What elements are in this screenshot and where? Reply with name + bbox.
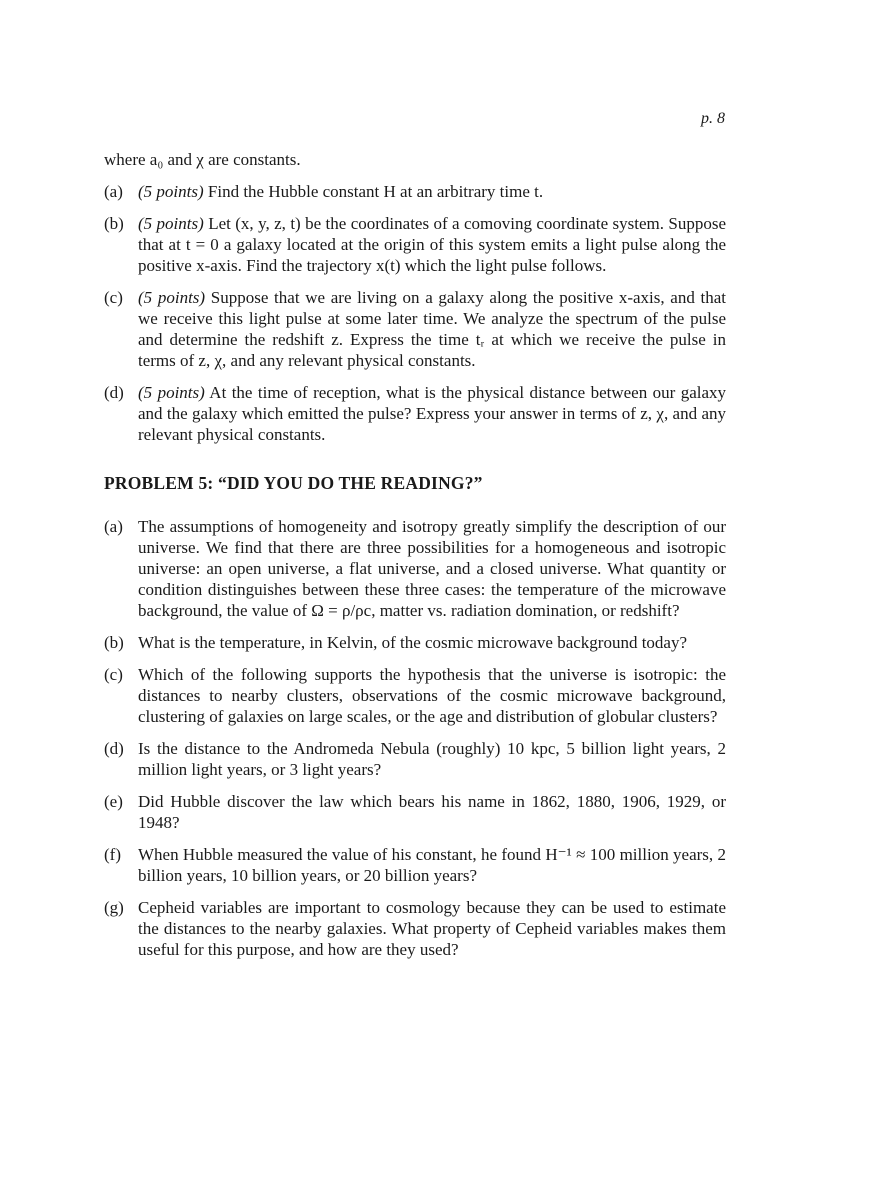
part-text: What is the temperature, in Kelvin, of the cosmic microwave background today? [138, 633, 688, 652]
problem4-intro: where a₀ and χ are constants. [104, 150, 301, 169]
part-label: (f) [104, 845, 121, 864]
part-text: When Hubble measured the value of his constant, he found H⁻¹ ≈ 100 million years, 2 billion years, 10 billion years, or 20 billion years? [138, 845, 726, 885]
part-label: (a) [104, 517, 123, 536]
part-label: (c) [104, 665, 123, 684]
part-text: The assumptions of homogeneity and isotropy greatly simplify the description of our universe. We find that there are three possibilities for a homogeneous and isotropic universe: an open universe, a flat universe, and a closed universe. What quantity or condition distinguishes between these three cases: the temperature of the microwave background, the value of Ω = ρ/ρc, matter vs. radiation domination, or redshift? [138, 517, 726, 620]
part-label: (d) [104, 383, 124, 402]
part-label: (e) [104, 792, 123, 811]
problem5-part-d [104, 738, 726, 780]
problem5-heading: PROBLEM 5: “DID YOU DO THE READING?” [104, 473, 483, 493]
part-label: (a) [104, 182, 123, 201]
part-label: (d) [104, 739, 124, 758]
part-text: Cepheid variables are important to cosmology because they can be used to estimate the distances to the nearby galaxies. What property of Cepheid variables makes them useful for this purpose, and how are they used? [138, 898, 726, 959]
points-label: (5 points) [138, 383, 205, 402]
page-number: p. 8 [701, 110, 725, 127]
problem4-parts-list [104, 181, 726, 445]
part-text: Did Hubble discover the law which bears his name in 1862, 1880, 1906, 1929, or 1948? [138, 792, 726, 832]
problem5-parts-list [104, 516, 726, 960]
part-text: Find the Hubble constant H at an arbitrary time t. [207, 182, 544, 201]
part-label: (g) [104, 898, 124, 917]
problem5-part-a [104, 516, 726, 621]
points-label: (5 points) [138, 182, 204, 201]
part-text: Suppose that we are living on a galaxy along the positive x-axis, and that we receive this light pulse at some later time. We analyze the spectrum of the pulse and determine the redshift z. Express the time tᵣ at which we receive the pulse in terms of z, χ, and any relevant physical constants. [138, 288, 727, 370]
part-label: (b) [104, 214, 124, 233]
problem4-part-b [104, 213, 726, 276]
part-text: At the time of reception, what is the physical distance between our galaxy and the galaxy which emitted the pulse? Express your answer in terms of z, χ, and any relevant physical constants. [138, 383, 727, 444]
part-label: (c) [104, 288, 123, 307]
part-text: Which of the following supports the hypothesis that the universe is isotropic: the distances to nearby clusters, observations of the cosmic microwave background, clustering of galaxies on large scales, or the age and distribution of globular clusters? [138, 665, 726, 726]
problem4-part-c [104, 287, 726, 371]
points-label: (5 points) [138, 214, 204, 233]
document-body [104, 149, 726, 971]
part-text: Let (x, y, z, t) be the coordinates of a comoving coordinate system. Suppose that at t = 0 a galaxy located at the origin of this system emits a light pulse along the positive x-axis. Find the trajectory x(t) which the light pulse follows. [138, 214, 727, 275]
problem4-part-d [104, 382, 726, 445]
problem5-part-c [104, 664, 726, 727]
part-text: Is the distance to the Andromeda Nebula (roughly) 10 kpc, 5 billion light years, 2 million light years, or 3 light years? [138, 739, 726, 779]
problem5-part-b [104, 632, 726, 653]
points-label: (5 points) [138, 288, 206, 307]
problem5-part-g [104, 897, 726, 960]
problem5-part-e [104, 791, 726, 833]
part-label: (b) [104, 633, 124, 652]
problem4-part-a [104, 181, 726, 202]
problem5-part-f [104, 844, 726, 886]
